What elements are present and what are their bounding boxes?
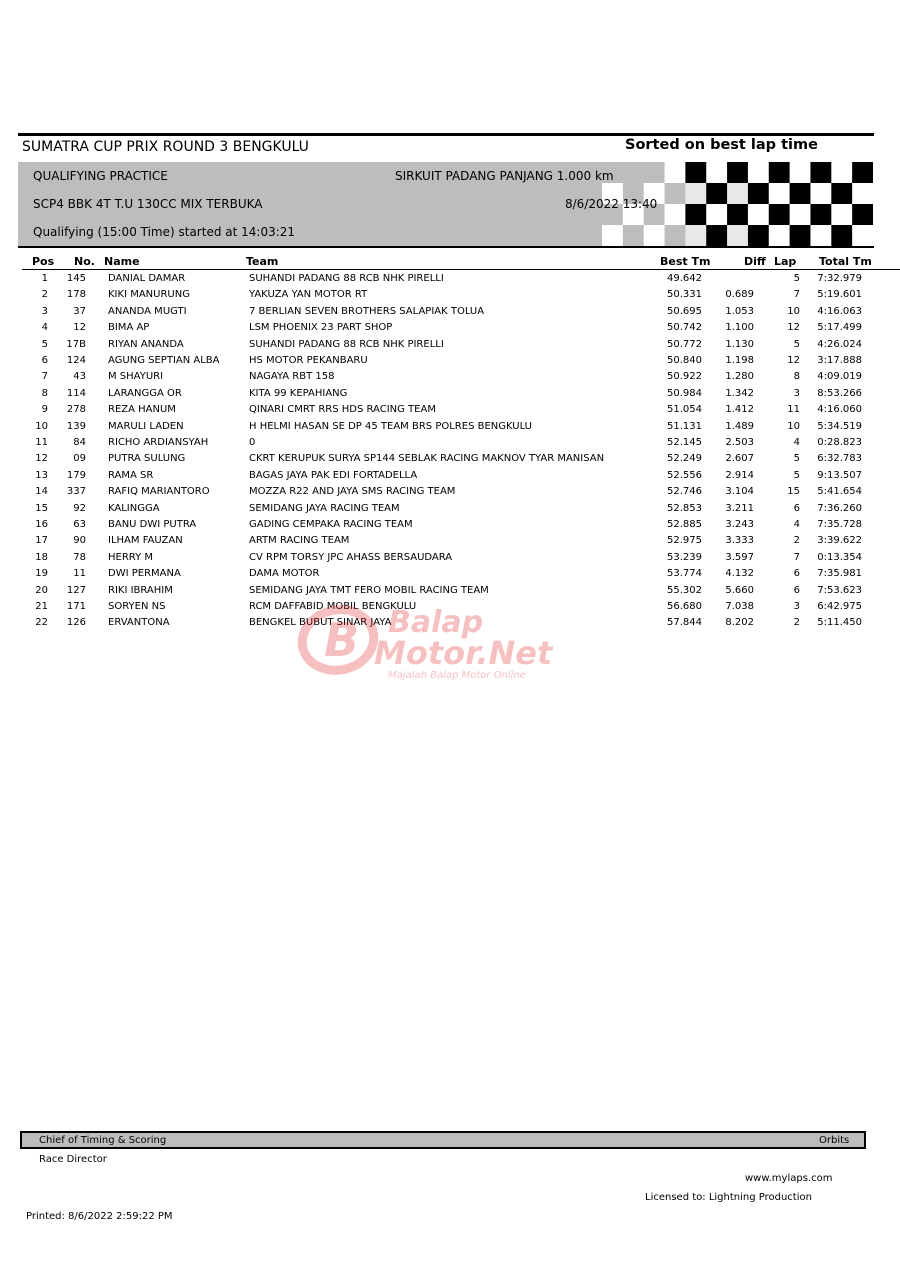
cell-diff: 1.489 (725, 420, 754, 432)
checker-square (685, 204, 706, 226)
checker-square (748, 183, 769, 205)
cell-pos: 15 (35, 502, 48, 514)
cell-diff: 2.607 (725, 453, 754, 465)
cell-no: 37 (73, 305, 86, 317)
svg-text:B: B (324, 613, 360, 667)
cell-total: 6:32.783 (817, 453, 862, 465)
cell-best: 55.302 (667, 584, 702, 596)
cell-team: 0 (249, 437, 256, 448)
cell-pos: 6 (41, 355, 48, 366)
cell-pos: 19 (35, 568, 48, 580)
table-row (0, 552, 900, 568)
cell-lap: 7 (793, 289, 800, 301)
cell-best: 49.642 (667, 273, 702, 284)
cell-best: 52.746 (667, 486, 702, 498)
cell-no: 11 (73, 568, 86, 580)
cell-diff: 3.597 (725, 551, 754, 563)
cell-best: 50.331 (667, 289, 702, 301)
cell-total: 9:13.507 (817, 469, 862, 481)
cell-name: SORYEN NS (108, 601, 166, 612)
website-label: www.mylaps.com (745, 1173, 833, 1184)
col-header-team: Team (246, 255, 279, 268)
checker-square (727, 225, 748, 246)
table-row (0, 453, 900, 469)
cell-name: ERVANTONA (108, 617, 170, 629)
checker-square (602, 225, 623, 246)
cell-no: 171 (66, 601, 86, 612)
checker-square (623, 225, 644, 246)
cell-pos: 8 (41, 387, 48, 399)
checker-square (727, 204, 748, 226)
cell-name: RAFIQ MARIANTORO (108, 486, 210, 498)
cell-name: BIMA AP (108, 322, 150, 334)
table-row (0, 486, 900, 502)
cell-name: RAMA SR (108, 469, 154, 481)
cell-team: MOZZA R22 AND JAYA SMS RACING TEAM (249, 486, 456, 498)
checker-square (665, 204, 686, 226)
cell-name: KALINGGA (108, 502, 160, 514)
table-row (0, 322, 900, 338)
cell-pos: 11 (35, 437, 48, 448)
cell-pos: 5 (41, 338, 48, 350)
cell-diff: 3.243 (725, 519, 754, 530)
cell-total: 7:36.260 (817, 502, 862, 514)
cell-best: 52.556 (667, 469, 702, 481)
cell-name: RICHO ARDIANSYAH (108, 437, 209, 448)
cell-lap: 6 (793, 568, 800, 580)
cell-name: BANU DWI PUTRA (108, 519, 197, 530)
checker-square (790, 225, 811, 246)
cell-total: 6:42.975 (817, 601, 862, 612)
cell-name: KIKI MANURUNG (108, 289, 190, 301)
cell-team: ARTM RACING TEAM (249, 535, 350, 547)
table-row (0, 437, 900, 453)
table-row (0, 355, 900, 371)
cell-best: 52.853 (667, 502, 702, 514)
checker-square (769, 162, 790, 184)
cell-total: 5:41.654 (817, 486, 862, 498)
checker-square (644, 162, 665, 184)
cell-lap: 5 (793, 469, 800, 481)
cell-no: 12 (73, 322, 86, 334)
header-top-rule (18, 133, 874, 136)
cell-pos: 9 (41, 404, 48, 416)
header-bottom-rule (18, 246, 874, 248)
race-director-label: Race Director (39, 1154, 107, 1165)
cell-lap: 12 (787, 355, 800, 366)
checker-square (727, 183, 748, 205)
cell-total: 7:53.623 (817, 584, 862, 596)
cell-total: 3:39.622 (817, 535, 862, 547)
checker-square (665, 162, 686, 184)
checker-square (852, 225, 873, 246)
orbits-label: Orbits (819, 1135, 850, 1146)
cell-name: PUTRA SULUNG (108, 453, 186, 465)
cell-diff: 3.333 (725, 535, 754, 547)
cell-no: 90 (73, 535, 86, 547)
circuit-info: SIRKUIT PADANG PANJANG 1.000 km (395, 169, 614, 183)
cell-lap: 6 (793, 502, 800, 514)
chief-of-timing-label: Chief of Timing & Scoring (39, 1135, 167, 1146)
cell-lap: 4 (793, 437, 800, 448)
cell-best: 52.885 (667, 519, 702, 530)
cell-team: DAMA MOTOR (249, 568, 320, 580)
col-header-name: Name (104, 255, 140, 268)
checker-square (769, 183, 790, 205)
race-class: SCP4 BBK 4T T.U 130CC MIX TERBUKA (33, 197, 263, 211)
cell-diff: 1.342 (725, 387, 754, 399)
cell-best: 50.695 (667, 305, 702, 317)
cell-diff: 1.100 (725, 322, 754, 334)
table-row (0, 519, 900, 535)
license-label: Licensed to: Lightning Production (645, 1192, 812, 1203)
cell-best: 50.984 (667, 387, 702, 399)
checker-square (831, 162, 852, 184)
cell-no: 126 (66, 617, 86, 629)
cell-team: 7 BERLIAN SEVEN BROTHERS SALAPIAK TOLUA (249, 305, 485, 317)
session-datetime: 8/6/2022 13:40 (565, 197, 658, 211)
cell-team: KITA 99 KEPAHIANG (249, 387, 348, 399)
cell-best: 51.131 (667, 420, 702, 432)
checker-square (685, 162, 706, 184)
cell-best: 51.054 (667, 404, 702, 416)
cell-lap: 10 (787, 305, 800, 317)
cell-team: SEMIDANG JAYA TMT FERO MOBIL RACING TEAM (249, 584, 489, 596)
cell-lap: 2 (793, 617, 800, 629)
checker-square (665, 183, 686, 205)
cell-no: 127 (66, 584, 86, 596)
watermark-line1: Balap (388, 605, 484, 640)
cell-lap: 3 (793, 387, 800, 399)
cell-no: 92 (73, 502, 86, 514)
checker-square (852, 204, 873, 226)
balapmotor-watermark (296, 598, 606, 682)
checker-square (790, 183, 811, 205)
session-type: QUALIFYING PRACTICE (33, 169, 168, 183)
cell-no: 124 (66, 355, 86, 366)
cell-no: 278 (66, 404, 86, 416)
cell-diff: 2.914 (725, 469, 754, 481)
checker-square (810, 183, 831, 205)
cell-pos: 17 (35, 535, 48, 547)
cell-no: 17B (66, 338, 86, 350)
session-start-info: Qualifying (15:00 Time) started at 14:03:21 (33, 225, 296, 239)
cell-team: SUHANDI PADANG 88 RCB NHK PIRELLI (249, 338, 444, 350)
cell-lap: 6 (793, 584, 800, 596)
cell-pos: 16 (35, 519, 48, 530)
cell-pos: 1 (41, 273, 48, 284)
cell-lap: 10 (787, 420, 800, 432)
cell-diff: 7.038 (725, 601, 754, 612)
cell-best: 53.239 (667, 551, 702, 563)
table-header-rule (22, 269, 900, 270)
cell-name: RIKI IBRAHIM (108, 584, 173, 596)
checker-square (769, 204, 790, 226)
checker-square (706, 183, 727, 205)
cell-total: 5:11.450 (817, 617, 862, 629)
checker-square (685, 225, 706, 246)
cell-total: 4:26.024 (817, 338, 862, 350)
cell-diff: 1.280 (725, 371, 754, 383)
cell-lap: 8 (793, 371, 800, 383)
cell-lap: 15 (787, 486, 800, 498)
cell-name: MARULI LADEN (108, 420, 184, 432)
cell-total: 7:32.979 (817, 273, 862, 284)
checker-square (769, 225, 790, 246)
cell-diff: 1.130 (725, 338, 754, 350)
cell-lap: 3 (793, 601, 800, 612)
sort-label: Sorted on best lap time (625, 137, 818, 153)
cell-no: 09 (73, 453, 86, 465)
checker-square (665, 225, 686, 246)
table-row (0, 306, 900, 322)
cell-diff: 3.104 (725, 486, 754, 498)
cell-team: GADING CEMPAKA RACING TEAM (249, 519, 413, 530)
table-row (0, 371, 900, 387)
table-row (0, 535, 900, 551)
checker-square (706, 225, 727, 246)
cell-diff: 5.660 (725, 584, 754, 596)
checker-square (748, 162, 769, 184)
cell-best: 56.680 (667, 601, 702, 612)
cell-pos: 4 (41, 322, 48, 334)
checker-square (644, 225, 665, 246)
table-row (0, 273, 900, 289)
cell-diff: 3.211 (725, 502, 754, 514)
checker-square (685, 183, 706, 205)
cell-total: 5:17.499 (817, 322, 862, 334)
table-row (0, 470, 900, 486)
printed-timestamp: Printed: 8/6/2022 2:59:22 PM (26, 1211, 173, 1222)
cell-no: 43 (73, 371, 86, 383)
cell-lap: 7 (793, 551, 800, 563)
cell-name: ANANDA MUGTI (108, 305, 187, 317)
checker-square (852, 162, 873, 184)
cell-name: HERRY M (108, 551, 154, 563)
cell-no: 63 (73, 519, 86, 530)
cell-pos: 20 (35, 584, 48, 596)
cell-diff: 8.202 (725, 617, 754, 629)
cell-team: SEMIDANG JAYA RACING TEAM (249, 502, 400, 514)
cell-lap: 12 (787, 322, 800, 334)
cell-best: 50.840 (667, 355, 702, 366)
cell-pos: 14 (35, 486, 48, 498)
checker-square (831, 183, 852, 205)
cell-total: 4:16.063 (817, 305, 862, 317)
col-header-best: Best Tm (660, 255, 711, 268)
cell-name: DWI PERMANA (108, 568, 181, 580)
cell-total: 7:35.981 (817, 568, 862, 580)
cell-best: 50.922 (667, 371, 702, 383)
checker-square (748, 225, 769, 246)
cell-lap: 5 (793, 338, 800, 350)
cell-diff: 4.132 (725, 568, 754, 580)
cell-no: 179 (66, 469, 86, 481)
table-row (0, 421, 900, 437)
col-header-diff: Diff (744, 255, 766, 268)
cell-team: QINARI CMRT RRS HDS RACING TEAM (249, 404, 436, 416)
cell-name: DANIAL DAMAR (108, 273, 186, 284)
cell-diff: 2.503 (725, 437, 754, 448)
cell-team: CV RPM TORSY JPC AHASS BERSAUDARA (249, 551, 453, 563)
checker-square (790, 204, 811, 226)
table-row (0, 503, 900, 519)
table-row (0, 339, 900, 355)
checker-square (748, 204, 769, 226)
cell-name: M SHAYURI (108, 371, 164, 383)
cell-pos: 21 (35, 601, 48, 612)
cell-no: 145 (66, 273, 86, 284)
cell-lap: 11 (787, 404, 800, 416)
cell-name: REZA HANUM (108, 404, 176, 416)
event-title: SUMATRA CUP PRIX ROUND 3 BENGKULU (22, 139, 309, 155)
cell-diff: 1.412 (725, 404, 754, 416)
cell-best: 57.844 (667, 617, 702, 629)
col-header-lap: Lap (774, 255, 797, 268)
cell-no: 84 (73, 437, 86, 448)
cell-lap: 2 (793, 535, 800, 547)
checker-square (831, 204, 852, 226)
cell-team: SUHANDI PADANG 88 RCB NHK PIRELLI (249, 273, 444, 284)
cell-pos: 22 (35, 617, 48, 629)
cell-total: 5:34.519 (817, 420, 862, 432)
cell-diff: 0.689 (725, 289, 754, 301)
cell-total: 7:35.728 (817, 519, 862, 530)
cell-team: CKRT KERUPUK SURYA SP144 SEBLAK RACING MAKNOV TYAR MANISAN (249, 453, 605, 465)
cell-team: RCM DAFFABID MOBIL BENGKULU (249, 601, 417, 612)
table-row (0, 568, 900, 584)
col-header-total: Total Tm (819, 255, 872, 268)
cell-total: 0:13.354 (817, 551, 862, 563)
checker-square (810, 204, 831, 226)
cell-pos: 3 (41, 305, 48, 317)
table-row (0, 404, 900, 420)
cell-team: HS MOTOR PEKANBARU (249, 355, 368, 366)
checker-square (706, 162, 727, 184)
cell-lap: 5 (793, 273, 800, 284)
cell-name: LARANGGA OR (108, 387, 182, 399)
cell-no: 139 (66, 420, 86, 432)
cell-total: 0:28.823 (817, 437, 862, 448)
checker-square (810, 162, 831, 184)
cell-pos: 13 (35, 469, 48, 481)
cell-team: H HELMI HASAN SE DP 45 TEAM BRS POLRES BENGKULU (249, 420, 532, 432)
cell-team: BAGAS JAYA PAK EDI FORTADELLA (249, 469, 418, 481)
cell-best: 50.742 (667, 322, 702, 334)
cell-no: 78 (73, 551, 86, 563)
cell-best: 50.772 (667, 338, 702, 350)
table-row (0, 289, 900, 305)
checker-square (831, 225, 852, 246)
cell-lap: 5 (793, 453, 800, 465)
cell-team: LSM PHOENIX 23 PART SHOP (249, 322, 393, 334)
checker-square (810, 225, 831, 246)
cell-team: YAKUZA YAN MOTOR RT (249, 289, 368, 301)
cell-best: 52.145 (667, 437, 702, 448)
cell-diff: 1.053 (725, 305, 754, 317)
cell-no: 114 (66, 387, 86, 399)
checker-square (790, 162, 811, 184)
cell-pos: 10 (35, 420, 48, 432)
col-header-pos: Pos (32, 255, 55, 268)
cell-total: 4:16.060 (817, 404, 862, 416)
table-row (0, 388, 900, 404)
col-header-no: No. (74, 255, 95, 268)
cell-pos: 18 (35, 551, 48, 563)
cell-best: 52.975 (667, 535, 702, 547)
cell-no: 178 (66, 289, 86, 301)
cell-no: 337 (66, 486, 86, 498)
watermark-line2: Motor.Net (374, 634, 553, 672)
checker-square (623, 162, 644, 184)
cell-total: 5:19.601 (817, 289, 862, 301)
cell-lap: 4 (793, 519, 800, 530)
watermark-tagline: Majalah Balap Motor Online (388, 670, 526, 681)
cell-name: RIYAN ANANDA (108, 338, 184, 350)
cell-name: ILHAM FAUZAN (108, 535, 183, 547)
cell-team: NAGAYA RBT 158 (249, 371, 335, 383)
cell-pos: 2 (41, 289, 48, 301)
cell-total: 8:53.266 (817, 387, 862, 399)
cell-diff: 1.198 (725, 355, 754, 366)
cell-pos: 12 (35, 453, 48, 465)
checker-square (852, 183, 873, 205)
cell-best: 52.249 (667, 453, 702, 465)
cell-pos: 7 (41, 371, 48, 383)
cell-name: AGUNG SEPTIAN ALBA (108, 355, 220, 366)
cell-team: BENGKEL BUBUT SINAR JAYA (249, 617, 392, 629)
cell-total: 3:17.888 (817, 355, 862, 366)
checker-square (706, 204, 727, 226)
cell-best: 53.774 (667, 568, 702, 580)
cell-total: 4:09.019 (817, 371, 862, 383)
checker-square (727, 162, 748, 184)
